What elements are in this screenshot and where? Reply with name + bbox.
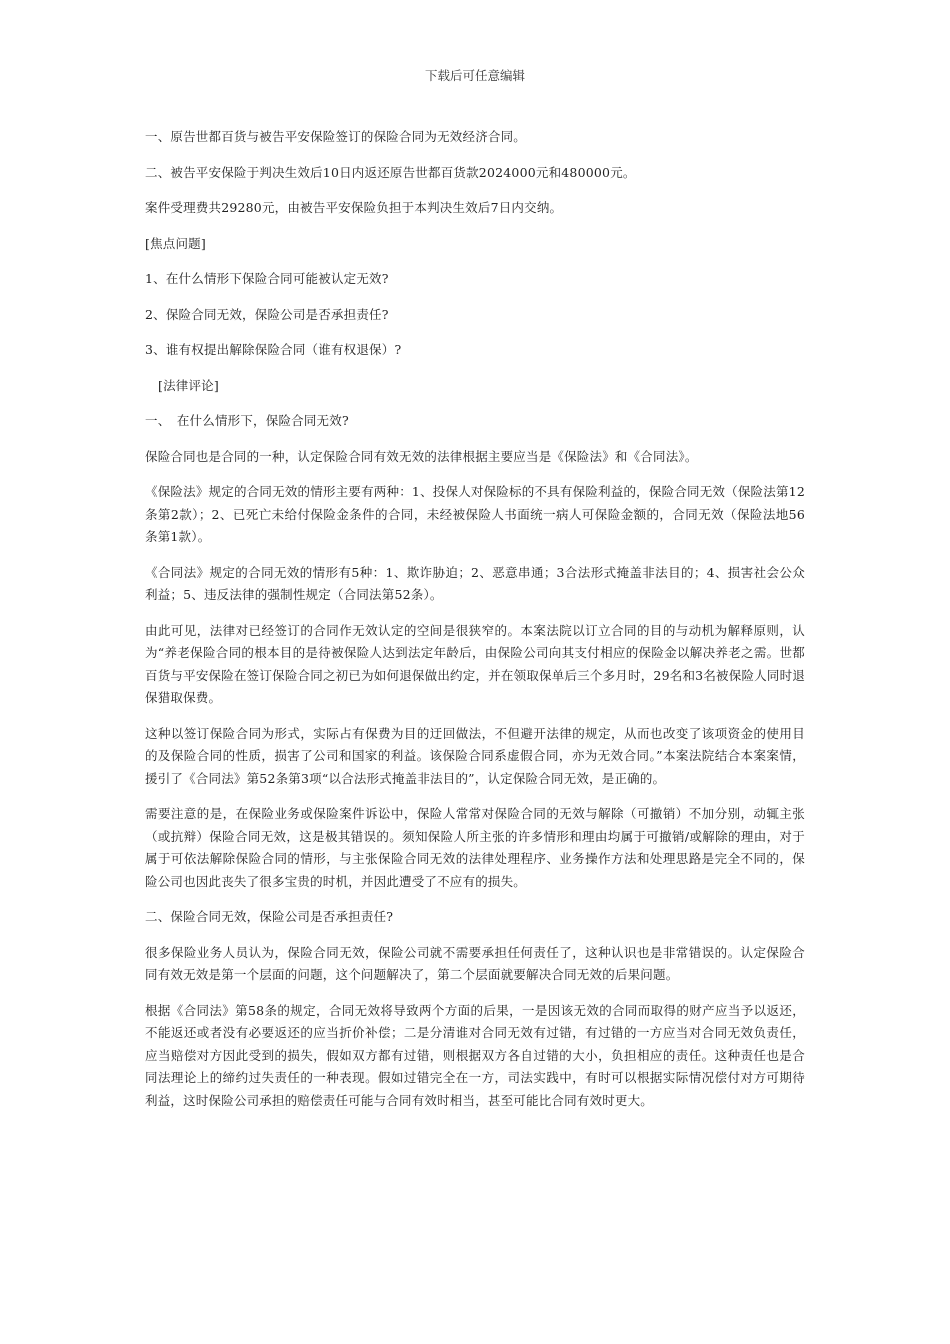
- paragraph-judgment-2: 二、被告平安保险于判决生效后10日内返还原告世都百货款2024000元和480000元。: [145, 164, 636, 180]
- section-heading-focus-issues: [焦点问题]: [145, 235, 206, 251]
- paragraph-court-reasoning: 由此可见，法律对已经签订的合同作无效认定的空间是很狭窄的。本案法院以订立合同的目的与动机为解释原则，认为“养老保险合同的根本目的是待被保险人达到法定年龄后，由保险公司向其支付相应的保险金以解决养老之需。世都百货与平安保险在签订保险合同之初已为如何退保做出约定，并在领取保单后三个多月时，29名和3名被保险人同时退保猎取保费。: [145, 622, 805, 705]
- paragraph-legal-basis: 保险合同也是合同的一种，认定保险合同有效无效的法律根据主要应当是《保险法》和《合同法》。: [145, 448, 698, 464]
- paragraph-contract-law: 《合同法》规定的合同无效的情形有5种：1、欺诈胁迫；2、恶意串通；3合法形式掩盖非法目的；4、损害社会公众利益；5、违反法律的强制性规定（合同法第52条）。: [145, 564, 805, 602]
- subheading-liability: 二、保险合同无效，保险公司是否承担责任?: [145, 909, 394, 924]
- paragraph-court-fee: 案件受理费共29280元，由被告平安保险负担于本判决生效后7日内交纳。: [145, 200, 563, 215]
- section-heading-legal-commentary: [法律评论]: [158, 377, 219, 393]
- paragraph-judgment-1: 一、原告世都百货与被告平安保险签订的保险合同为无效经济合同。: [145, 129, 527, 144]
- document-body: [145, 126, 805, 1125]
- paragraph-misconception: 很多保险业务人员认为，保险合同无效，保险公司就不需要承担任何责任了，这种认识也是非常错误的。认定保险合同有效无效是第一个层面的问题，这个问题解决了，第二个层面就要解决合同无效的后果问题。: [145, 944, 805, 982]
- paragraph-article-58: 根据《合同法》第58条的规定，合同无效将导致两个方面的后果，一是因该无效的合同而取得的财产应当予以返还，不能返还或者没有必要返还的应当折价补偿；二是分清谁对合同无效有过错，有过错的一方应当对合同无效负责任，应当赔偿对方因此受到的损失，假如双方都有过错，则根据双方各自过错的大小，负担相应的责任。这种责任也是合同法理论上的缔约过失责任的一种表现。假如过错完全在一方，司法实践中，有时可以根据实际情况偿付对方可期待利益，这时保险公司承担的赔偿责任可能与合同有效时相当，甚至可能比合同有效时更大。: [145, 1002, 805, 1108]
- issue-item-3: 3、谁有权提出解除保险合同（谁有权退保）?: [145, 342, 402, 357]
- paragraph-court-conclusion: 这种以签订保险合同为形式，实际占有保费为目的迂回做法，不但避开法律的规定，从而也改变了该项资金的使用目的及保险合同的性质，损害了公司和国家的利益。该保险合同系虚假合同，亦为无效合同。”本案法院结合本案案情，援引了《合同法》第52条第3项“以合法形式掩盖非法目的”，认定保险合同无效，是正确的。: [145, 725, 805, 786]
- issue-item-1: 1、在什么情形下保险合同可能被认定无效?: [145, 271, 389, 286]
- paragraph-caution: 需要注意的是，在保险业务或保险案件诉讼中，保险人常常对保险合同的无效与解除（可撤销）不加分别，动辄主张（或抗辩）保险合同无效，这是极其错误的。须知保险人所主张的许多情形和理由均属于可撤销/或解除的理由，对于属于可依法解除保险合同的情形，与主张保险合同无效的法律处理程序、业务操作方法和处理思路是完全不同的，保险公司也因此丧失了很多宝贵的时机，并因此遭受了不应有的损失。: [145, 806, 805, 889]
- subheading-invalid-contract: 一、 在什么情形下，保险合同无效?: [145, 413, 349, 428]
- paragraph-insurance-law: 《保险法》规定的合同无效的情形主要有两种：1、投保人对保险标的不具有保险利益的，保险合同无效（保险法第12条第2款）；2、已死亡未给付保险金条件的合同，未经被保险人书面统一病人可保险金额的，合同无效（保险法地56条第1款）。: [145, 484, 805, 544]
- page-header: 下载后可任意编辑: [424, 68, 525, 83]
- issue-item-2: 2、保险合同无效，保险公司是否承担责任?: [145, 306, 389, 322]
